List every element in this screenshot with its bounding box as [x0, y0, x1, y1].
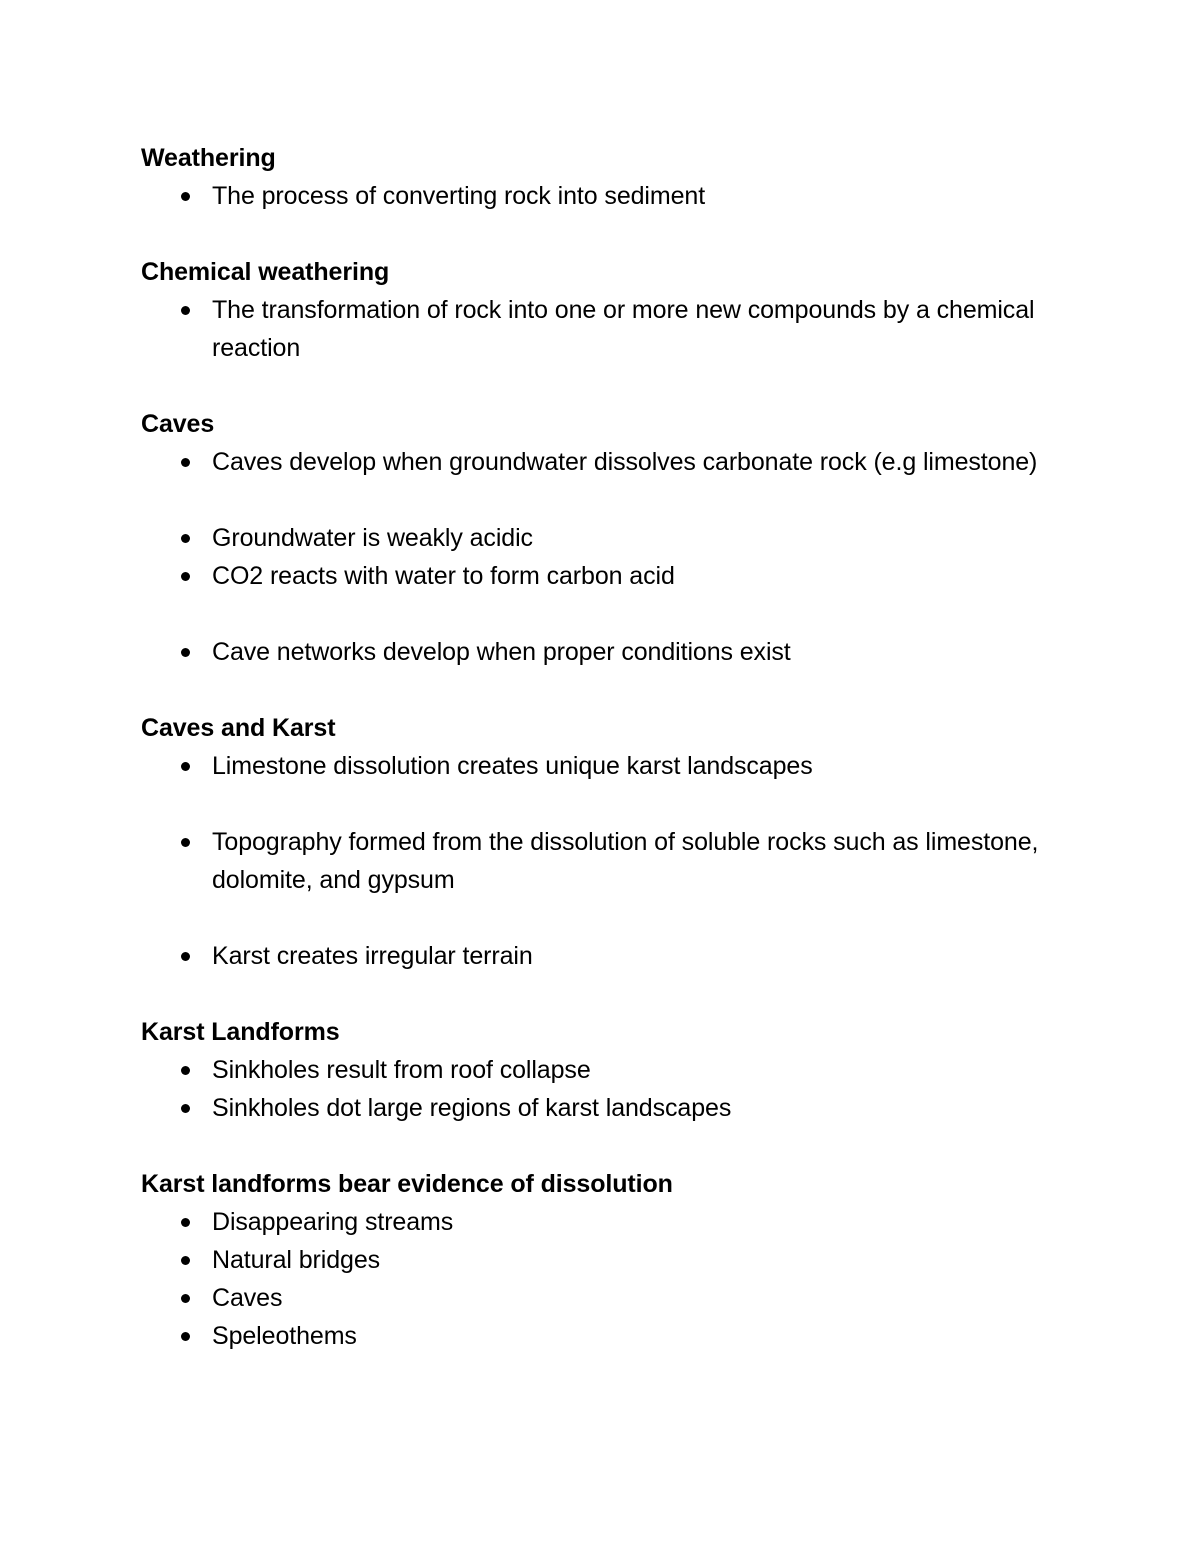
bullet-dot-icon	[181, 1218, 190, 1227]
bullet-dot-icon	[181, 1256, 190, 1265]
section-heading: Caves	[141, 410, 215, 438]
bullet-dot-icon	[181, 306, 190, 315]
list-item-text: Caves	[212, 1284, 283, 1312]
bullet-dot-icon	[181, 458, 190, 467]
section-weathering	[141, 139, 1041, 215]
bullet-dot-icon	[181, 838, 190, 847]
list-item-text: The process of converting rock into sediment	[212, 182, 706, 210]
bullet-dot-icon	[181, 1294, 190, 1303]
section-heading: Karst Landforms	[141, 1018, 340, 1046]
list-item-text: Limestone dissolution creates unique karst landscapes	[212, 752, 813, 780]
list-item	[141, 1279, 1041, 1317]
section-heading: Karst landforms bear evidence of dissolution	[141, 1170, 673, 1198]
list-item	[141, 443, 1041, 481]
bullet-dot-icon	[181, 1104, 190, 1113]
list-item	[141, 1203, 1041, 1241]
list-item	[141, 1317, 1041, 1355]
list-item-text: Natural bridges	[212, 1246, 381, 1274]
section-chemical-weathering	[141, 253, 1041, 367]
list-item	[141, 1051, 1041, 1089]
bullet-dot-icon	[181, 648, 190, 657]
section-heading: Caves and Karst	[141, 714, 336, 742]
bullet-dot-icon	[181, 762, 190, 771]
list-item	[141, 177, 1041, 215]
list-item-text: CO2 reacts with water to form carbon acid	[212, 562, 675, 590]
section-karst-dissolution-evidence	[141, 1165, 1041, 1355]
document-body	[141, 139, 1041, 1355]
list-item	[141, 1089, 1041, 1127]
list-item	[141, 937, 1041, 975]
bullet-dot-icon	[181, 534, 190, 543]
bullet-dot-icon	[181, 572, 190, 581]
list-item-text: Karst creates irregular terrain	[212, 942, 533, 970]
list-item-text: Groundwater is weakly acidic	[212, 524, 533, 552]
list-item	[141, 633, 1041, 671]
bullet-dot-icon	[181, 1332, 190, 1341]
list-item	[141, 557, 1041, 595]
list-item-text: Caves develop when groundwater dissolves carbonate rock (e.g limestone)	[212, 448, 1038, 476]
bullet-list	[141, 291, 1041, 367]
bullet-dot-icon	[181, 1066, 190, 1075]
list-item-text: Disappearing streams	[212, 1208, 454, 1236]
bullet-list	[141, 443, 1041, 671]
section-heading: Chemical weathering	[141, 258, 390, 286]
list-item-text: Sinkholes dot large regions of karst landscapes	[212, 1094, 732, 1122]
section-caves	[141, 405, 1041, 671]
list-item	[141, 519, 1041, 557]
bullet-list	[141, 747, 1041, 975]
list-item-text: Speleothems	[212, 1322, 357, 1350]
list-item	[141, 1241, 1041, 1279]
list-item-text: The transformation of rock into one or more new compounds by a chemical reaction	[212, 296, 1035, 362]
bullet-list	[141, 1203, 1041, 1355]
list-item-text: Topography formed from the dissolution of soluble rocks such as limestone, dolomite, and gypsum	[212, 828, 1039, 894]
bullet-dot-icon	[181, 192, 190, 201]
bullet-list	[141, 1051, 1041, 1127]
list-item	[141, 747, 1041, 785]
bullet-list	[141, 177, 1041, 215]
section-heading: Weathering	[141, 144, 276, 172]
bullet-dot-icon	[181, 952, 190, 961]
list-item	[141, 291, 1041, 367]
list-item-text: Cave networks develop when proper conditions exist	[212, 638, 791, 666]
list-item	[141, 823, 1041, 899]
section-caves-and-karst	[141, 709, 1041, 975]
list-item-text: Sinkholes result from roof collapse	[212, 1056, 591, 1084]
section-karst-landforms	[141, 1013, 1041, 1127]
